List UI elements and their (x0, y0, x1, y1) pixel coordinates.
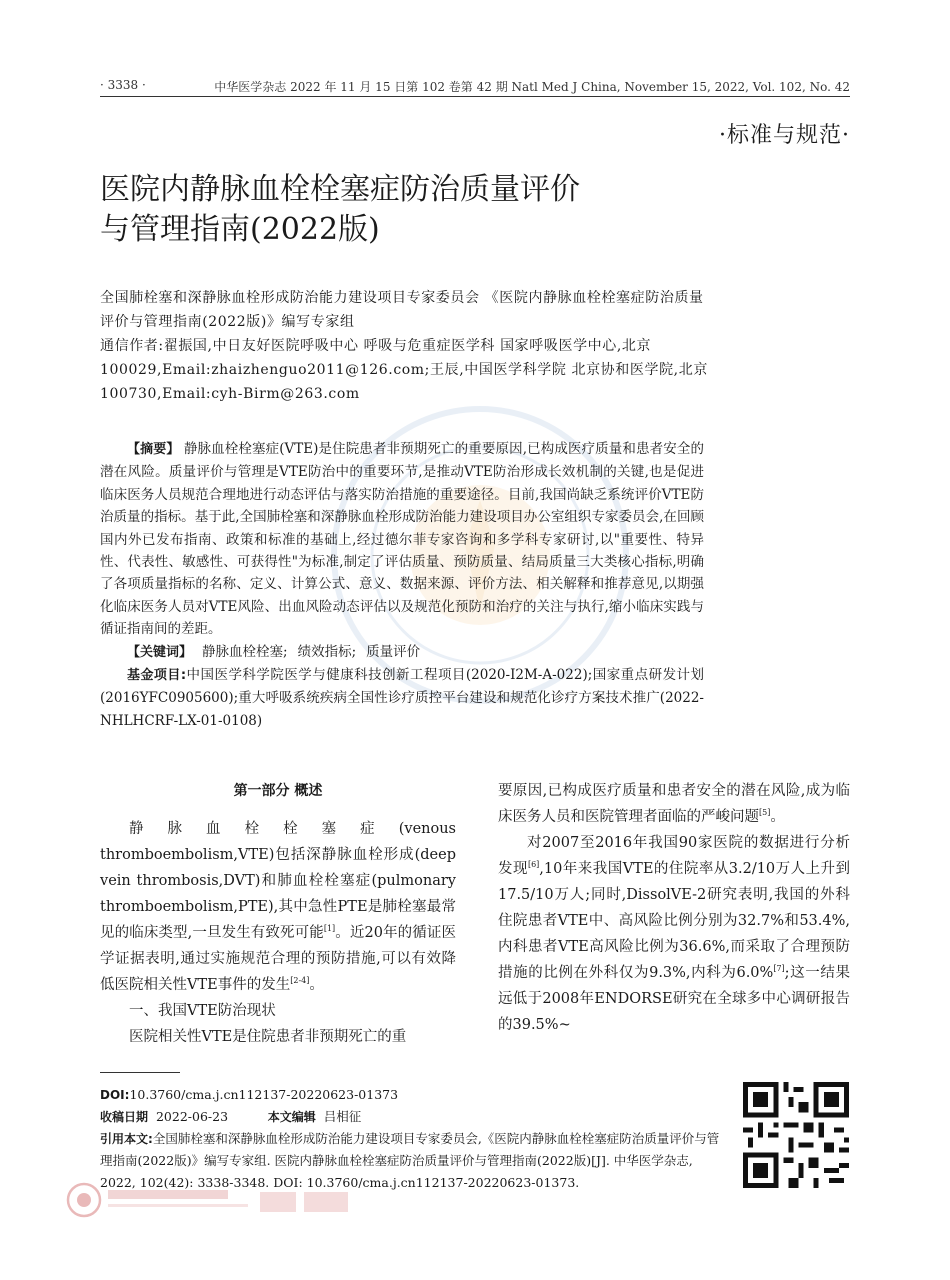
keywords-label: 【关键词】 (127, 644, 193, 660)
fund-label: 基金项目: (127, 668, 187, 684)
abstract-block (100, 438, 704, 732)
keyword: 绩效指标; (297, 643, 357, 660)
body-paragraph: 要原因,已构成医疗质量和患者安全的潜在风险,成为临床医务人员和医院管理者面临的严峻问题[5]。 (498, 783, 850, 825)
body-paragraph: 对2007至2016年我国90家医院的数据进行分析发现[6],10年来我国VTE的住院率从3.2/10万人上升到17.5/10万人;同时,DissolVE-2研究表明,我国的外科住院患者VTE中、高风险比例分别为32.7%和53.4%,内科患者VTE高风险比例为36.6%,而采取了合理预防措施的比例在外科仅为9.3%,内科为6.0%[7];这一结果远低于2008年ENDORSE研究在全球多中心调研报告的39.5%~ (498, 835, 851, 1033)
received-date: 2022-06-23 (155, 1109, 229, 1124)
fund-paragraph (100, 664, 704, 732)
keyword: 静脉血栓栓塞; (202, 643, 288, 660)
part-heading: 第一部分 概述 (233, 783, 323, 799)
correspondence: 通信作者:翟振国,中日友好医院呼吸中心 呼吸与危重症医学科 国家呼吸医学中心,北京 100029,Email:zhaizhenguo2011@126.com;王辰,中国医学科学院 北京协和医学院,北京 100730,Email:cyh-Birm@263.com (100, 338, 708, 402)
subsection-heading: 一、我国VTE防治现状 (129, 1003, 276, 1019)
qr-code-icon[interactable] (743, 1082, 849, 1188)
body-paragraph: 医院相关性VTE是住院患者非预期死亡的重 (129, 1029, 407, 1045)
page-number: · 3338 · (100, 78, 146, 92)
editor-name: 吕相征 (323, 1109, 362, 1124)
article-title-line-1: 医院内静脉血栓栓塞症防治质量评价 (100, 172, 580, 207)
doi-link[interactable]: 10.3760/cma.j.cn112137-20220623-01373 (129, 1087, 399, 1102)
cite-label: 引用本文: (100, 1132, 153, 1146)
journal-citation-line: 中华医学杂志 2022 年 11 月 15 日第 102 卷第 42 期 Natl Med J China, November 15, 2022, Vol. 102, No. 42 (214, 80, 850, 94)
article-title-line-2: 与管理指南(2022版) (100, 212, 380, 247)
keyword: 质量评价 (366, 643, 421, 660)
body-paragraph: 静脉血栓栓塞症(venous thromboembolism,VTE)包括深静脉血栓形成(deep vein thrombosis,DVT)和肺血栓栓塞症(pulmonary thromboembolism,PTE),其中急性PTE是肺栓塞最常见的临床类型,一旦发生有致死可能[1]。近20年的循证医学证据表明,通过实施规范合理的预防措施,可以有效降低医院相关性VTE事件的发生[2-4]。 (100, 821, 457, 993)
publisher-logo-icon (64, 1180, 354, 1220)
citation-ref: [1] (323, 924, 336, 933)
author-block (100, 286, 710, 406)
article-footnote (100, 1084, 730, 1194)
fund-text: 中国医学科学院医学与健康科技创新工程项目(2020-I2M-A-022);国家重点研发计划(2016YFC0905600);重大呼吸系统疾病全国性诊疗质控平台建设和规范化诊疗方案技术推广(2022-NHLHCRF-LX-01-0108) (100, 667, 705, 729)
body-column-left (100, 778, 456, 1050)
author-group: 全国肺栓塞和深静脉血栓形成防治能力建设项目专家委员会 《医院内静脉血栓栓塞症防治质量评价与管理指南(2022版)》编写专家组 (100, 290, 704, 330)
doi-line (100, 1084, 730, 1106)
citation-ref: [2-4] (290, 976, 310, 985)
abstract-paragraph (100, 438, 704, 641)
abstract-label: 【摘要】 (127, 442, 180, 457)
citation-ref: [6] (527, 860, 540, 869)
abstract-text: 静脉血栓栓塞症(VTE)是住院患者非预期死亡的重要原因,已构成医疗质量和患者安全的潜在风险。质量评价与管理是VTE防治中的重要环节,是推动VTE防治形成长效机制的关键,也是促进临床医务人员规范合理地进行动态评估与落实防治措施的重要途径。目前,我国尚缺乏系统评价VTE防治质量的指标。基于此,全国肺栓塞和深静脉血栓形成防治能力建设项目办公室组织专家委员会,在回顾国内外已发布指南、政策和标准的基础上,经过德尔菲专家咨询和多学科专家研讨,以"重要性、特异性、代表性、敏感性、可获得性"为标准,制定了评估质量、预防质量、结局质量三大类核心指标,明确了各项质量指标的名称、定义、计算公式、意义、数据来源、评价方法、相关解释和推荐意见,以期强化临床医务人员对VTE风险、出血风险动态评估以及规范化预防和治疗的关注与执行,缩小临床实践与循证指南间的差距。 (100, 441, 704, 638)
doi-label: DOI: (100, 1088, 130, 1102)
body-column-right (498, 778, 850, 1038)
cite-text: 全国肺栓塞和深静脉血栓形成防治能力建设项目专家委员会,《医院内静脉血栓栓塞症防治质量评价与管理指南(2022版)》编写专家组. 医院内静脉血栓栓塞症防治质量评价与管理指南(2022版)[J]. 中华医学杂志, 2022, 102(42): 3338-3348. DOI: 10.3760/cma.j.cn112137-20220623-01373. (100, 1131, 720, 1190)
citation-ref: [5] (759, 808, 771, 817)
section-tag: ·标准与规范· (719, 123, 850, 148)
article-title (100, 170, 800, 250)
footnote-rule (100, 1072, 180, 1073)
citation-ref: [7] (773, 964, 785, 973)
keywords-line (100, 641, 704, 664)
header-rule (100, 96, 850, 97)
dates-line: 收稿日期 2022-06-23 本文编辑 吕相征 (100, 1109, 362, 1124)
running-header (100, 74, 850, 96)
